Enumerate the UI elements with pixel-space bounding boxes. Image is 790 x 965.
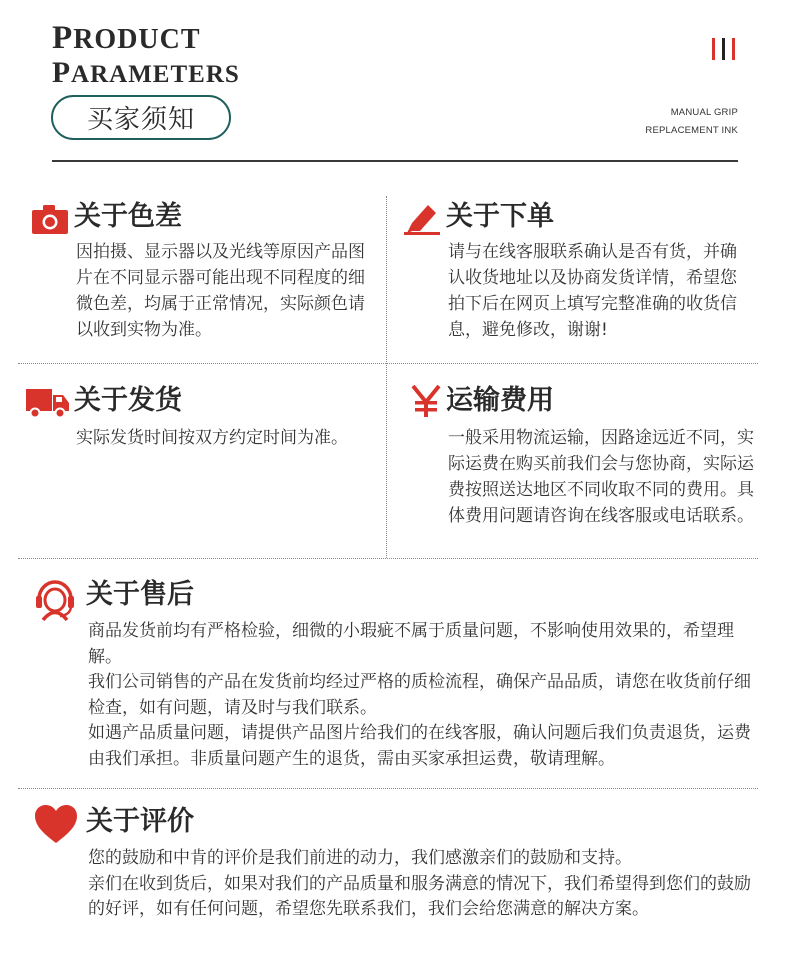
page-title — [52, 22, 240, 89]
header-divider — [52, 160, 738, 162]
section-title-freight: 运输费用 — [446, 385, 554, 416]
section-title-aftersale: 关于售后 — [86, 579, 194, 610]
section-body-order — [448, 239, 746, 343]
paragraph: 请与在线客服联系确认是否有货，并确认收货地址以及协商发货详情，希望您拍下后在网页上填写完整准确的收货信息，避免修改，谢谢! — [448, 242, 737, 340]
bar — [722, 38, 725, 60]
camera-icon — [32, 204, 68, 238]
section-title-color: 关于色差 — [74, 201, 182, 232]
title-initial: P — [52, 20, 74, 56]
section-title-shipping: 关于发货 — [74, 385, 182, 416]
column-divider — [386, 196, 387, 558]
pencil-icon — [404, 201, 440, 239]
section-title-order: 关于下单 — [446, 201, 554, 232]
section-body-aftersale — [88, 619, 752, 772]
row-divider — [18, 788, 758, 789]
paragraph: 我们公司销售的产品在发货前均经过严格的质检流程，确保产品品质，请您在收货前仔细检查，如有问题，请及时与我们联系。 — [88, 672, 751, 718]
section-body-shipping — [76, 425, 374, 451]
subtext-line: REPLACEMENT INK — [645, 125, 738, 136]
heart-icon — [34, 804, 78, 848]
section-body-review — [88, 846, 752, 923]
paragraph: 实际发货时间按双方约定时间为准。 — [76, 428, 348, 448]
bar — [712, 38, 715, 60]
yen-icon — [411, 385, 441, 421]
row-divider — [18, 363, 758, 364]
section-body-freight — [448, 425, 762, 529]
headset-icon — [34, 575, 76, 625]
product-subtext — [645, 104, 738, 140]
subtext-line: MANUAL GRIP — [670, 107, 738, 118]
title-rest: RODUCT — [73, 24, 201, 55]
bar — [732, 38, 735, 60]
paragraph: 商品发货前均有严格检验，细微的小瑕疵不属于质量问题，不影响使用效果的，希望理解。 — [88, 621, 734, 667]
paragraph: 您的鼓励和中肯的评价是我们前进的动力，我们感激亲们的鼓励和支持。 — [88, 848, 632, 868]
decorative-bars — [712, 38, 738, 60]
buyer-notice-badge: 买家须知 — [51, 95, 231, 140]
title-rest: ARAMETERS — [71, 61, 240, 89]
truck-icon — [26, 387, 70, 423]
row-divider — [18, 558, 758, 559]
title-initial: P — [52, 57, 72, 90]
section-body-color — [76, 239, 374, 343]
paragraph: 亲们在收到货后，如果对我们的产品质量和服务满意的情况下，我们希望得到您们的鼓励的好评，如有任何问题，希望您先联系我们，我们会给您满意的解决方案。 — [88, 873, 751, 919]
paragraph: 因拍摄、显示器以及光线等原因产品图片在不同显示器可能出现不同程度的细微色差，均属于正常情况，实际颜色请以收到实物为准。 — [76, 242, 365, 340]
section-title-review: 关于评价 — [86, 806, 194, 837]
paragraph: 一般采用物流运输，因路途远近不同，实际运费在购买前我们会与您协商，实际运费按照送达地区不同收取不同的费用。具体费用问题请咨询在线客服或电话联系。 — [448, 428, 754, 526]
paragraph: 如遇产品质量问题，请提供产品图片给我们的在线客服，确认问题后我们负责退货，运费由我们承担。非质量问题产生的退货，需由买家承担运费，敬请理解。 — [88, 723, 751, 769]
